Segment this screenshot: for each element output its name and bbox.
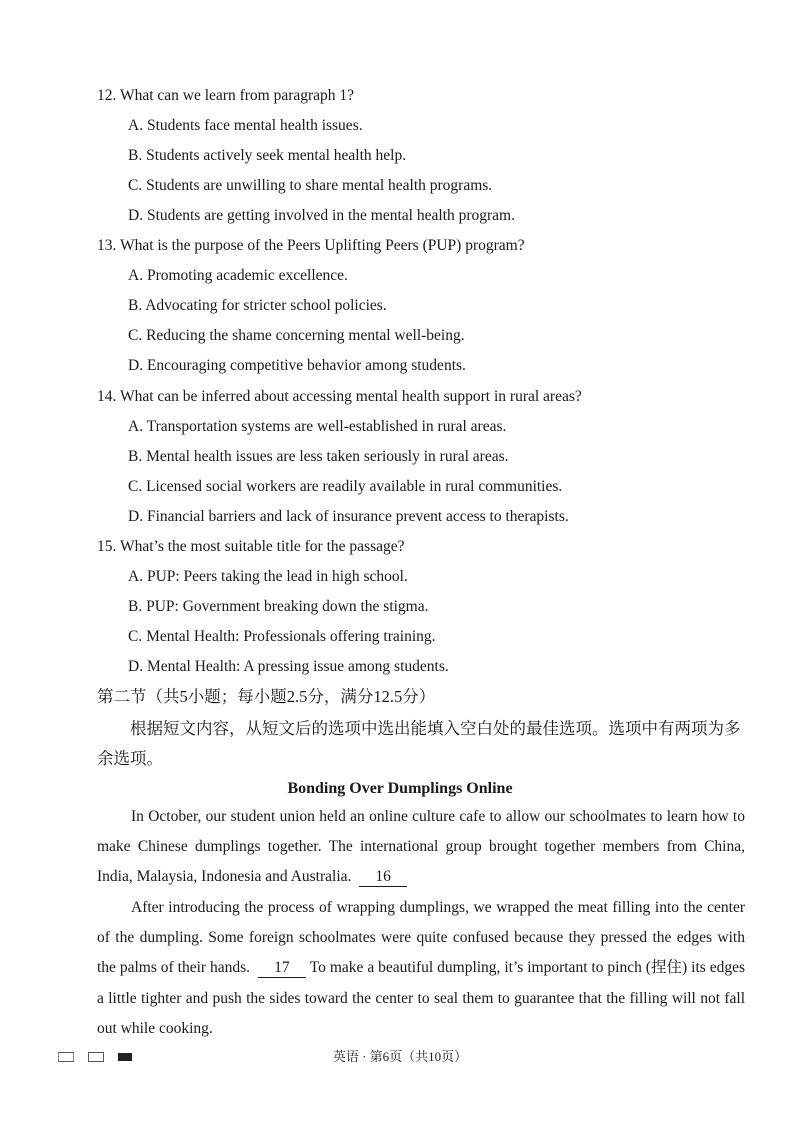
passage-title: Bonding Over Dumplings Online: [287, 780, 513, 797]
question-12-option-b: B. Students actively seek mental health help.: [128, 147, 407, 164]
question-13-stem: 13. What is the purpose of the Peers Uplifting Peers (PUP) program?: [97, 237, 525, 254]
passage-paragraph-2: [97, 893, 745, 1044]
paragraph-1-text: In October, our student union held an online culture cafe to allow our schoolmates to learn how to make Chinese dumplings together. The international group brought together members from China, India, Malaysia, Indonesia and Australia.: [97, 808, 745, 886]
question-14-option-b: B. Mental health issues are less taken seriously in rural areas.: [128, 448, 509, 465]
question-15-option-b: B. PUP: Government breaking down the stigma.: [128, 598, 429, 615]
question-14-option-a: A. Transportation systems are well-established in rural areas.: [128, 418, 507, 435]
question-12-option-d: D. Students are getting involved in the mental health program.: [128, 207, 515, 224]
page-footer: 英语 · 第6页（共10页）: [332, 1049, 468, 1064]
section-heading: 第二节（共5小题；每小题2.5分，满分12.5分）: [97, 687, 436, 706]
question-15-option-c: C. Mental Health: Professionals offering training.: [128, 628, 436, 645]
question-14-option-d: D. Financial barriers and lack of insurance prevent access to therapists.: [128, 508, 569, 525]
question-13-option-d: D. Encouraging competitive behavior among students.: [128, 357, 466, 374]
question-13-option-c: C. Reducing the shame concerning mental well-being.: [128, 327, 465, 344]
question-13-option-b: B. Advocating for stricter school policies.: [128, 297, 387, 314]
question-12-option-a: A. Students face mental health issues.: [128, 117, 363, 134]
section-instruction: 根据短文内容，从短文后的选项中选出能填入空白处的最佳选项。选项中有两项为多余选项。: [97, 719, 741, 768]
paragraph-2-text-before: After introducing the process of wrapping dumplings, we wrapped the meat filling into the center of the dumpling. Some foreign schoolmates were quite confused because they pressed the edges with the palms of their hands.: [97, 899, 745, 977]
passage-paragraph-1: [97, 802, 745, 893]
question-12-option-c: C. Students are unwilling to share mental health programs.: [128, 177, 493, 194]
question-15-option-d: D. Mental Health: A pressing issue among students.: [128, 658, 449, 675]
question-15-option-a: A. PUP: Peers taking the lead in high school.: [128, 568, 408, 585]
question-13-option-a: A. Promoting academic excellence.: [128, 267, 348, 284]
blank-16: 16: [359, 868, 407, 887]
question-14-stem: 14. What can be inferred about accessing mental health support in rural areas?: [97, 388, 582, 405]
blank-17: 17: [258, 959, 306, 978]
question-14-option-c: C. Licensed social workers are readily available in rural communities.: [128, 478, 563, 495]
question-12-stem: 12. What can we learn from paragraph 1?: [97, 87, 355, 104]
question-15-stem: 15. What’s the most suitable title for the passage?: [97, 538, 405, 555]
paragraph-2-text-after: To make a beautiful dumpling, it’s important to pinch (捏住) its edges a little tighter and push the sides toward the center to seal them to guarantee that the filling will not fall out while cooking.: [97, 959, 745, 1037]
